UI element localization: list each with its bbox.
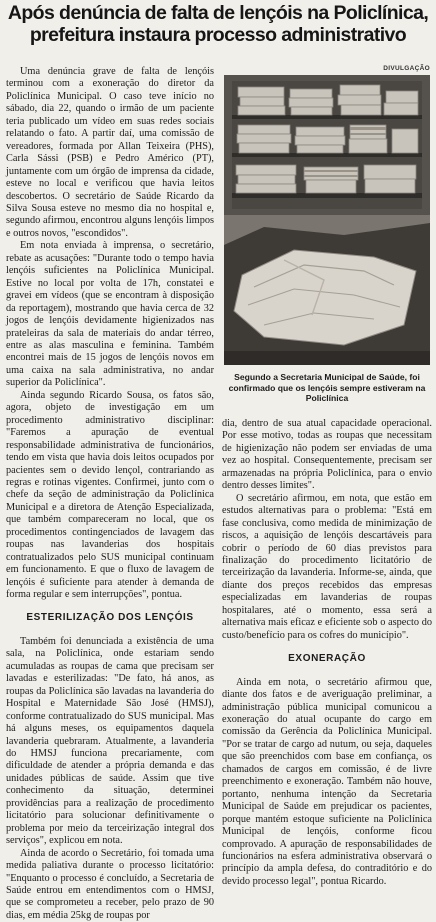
paragraph: dia, dentro de sua atual capacidade operacional. Por esse motivo, todas as roupas que necessitam de higienização não podem ser enviadas de uma vez ao hospital. Consequentemente, precisam ser armazenadas na própria Policlínica, para o envio dentro desses limites". [222,418,432,492]
paragraph: Ainda em nota, o secretário afirmou que, diante dos fatos e de averiguação preliminar, a administração pública municipal comunicou a exoneração do atual ocupante do cargo em comissão da Gerência da Policlínica Municipal. "Por se tratar de cargo ad nutum, ou seja, daqueles que são preenchidos com base em confiança, os chamados de cargos em comissão, é de livre preenchimento e exoneração. Também não houve, portanto, nenhuma intenção da Secretaria Municipal de Saúde em prejudicar os pacientes, porque mantém estoque suficiente na Policlínica Municipal de lençóis, conforme ficou comprovado. A apuração de responsabilidades de funcionários na esfera administrativa observará o princípio da ampla defesa, do contraditório e do devido processo legal", pontua Ricardo. [222,676,432,887]
paragraph: Uma denúncia grave de falta de lençóis terminou com a exoneração do diretor da Policlínica Municipal. O caso teve início no sábado, dia 22, quando o irmão de um paciente teria publicado um vídeo em suas redes sociais relatando o fato. A partir daí, uma comissão de vereadores, formada por Allan Teixeira (PHS), Carla Sássi (PSB) e Pedro Américo (PT), juntamente com um órgão de imprensa da cidade, esteve no local e verificou que havia leitos descobertos. O secretário de Saúde Ricardo da Silva Sousa esteve no mesmo dia no hospital e, segundo afirmou, encontrou alguns lençóis limpos e outros novos, "escondidos". [6,66,214,239]
paragraph: Ainda segundo Ricardo Sousa, os fatos são, agora, objeto de investigação em um procedimento administrativo disciplinar: "Faremos a apuração de eventual responsabilidade administrativa de funcionários, tendo em vista que havia dois leitos ocupados por pacientes sem o devido lençol, contrariando as regras e rotinas vigentes. Confirmei, junto com o chefe da seção de administração da Policlínica Municipal e a diretora de Atenção Especializada, que também compareceram no local, que os procedimentos contingenciados de lavagem das roupas nas lavanderias dos hospitais contratualizados pelo SUS municipal continuam em funcionamento. E que o fluxo de lavagem de lençóis é suficiente para atender à demanda de forma regular e sem interrupções", pontua. [6,389,214,601]
headline-line-2: prefeitura instaura processo administrativo [29,24,407,46]
subhead-exoneration: EXONERAÇÃO [288,653,366,665]
column-left [6,66,214,922]
paragraph: Também foi denunciada a existência de uma sala, na Policlínica, onde estariam sendo acumuladas as roupas de cama que precisam ser lavadas e esterilizadas: "De fato, há anos, as roupas da Policlínica são lavadas na lavanderia do Hospital e Maternidade São José (HMSJ), conforme contratualizado do SUS municipal. Mas há alguns meses, os equipamentos daquela lavanderia quebraram. Atualmente, a lavanderia do HMSJ funciona precariamente, com dificuldade de atender a própria demanda e das unidades públicas de saúde. Assim que tive conhecimento da situação, determinei providências para a realização de procedimento licitatório para solucionar definitivamente o problema por meio da terceirização integral dos serviços", explicou em nota. [6,635,214,847]
photo-credit: DIVULGAÇÃO [383,65,430,72]
photo-caption: Segundo a Secretaria Municipal de Saúde, foi confirmado que os lençóis sempre estiveram na Policlínica [228,372,426,403]
column-right [222,418,432,888]
headline-line-1: Após denúncia de falta de lençóis na Policlínica, [7,2,429,24]
paragraph: O secretário afirmou, em nota, que estão em estudos alternativas para o problema: "Está em fase conclusiva, como medida de minimização de riscos, a aquisição de lençóis descartáveis para cobrir o período de 60 dias previstos para finalização do procedimento licitatório de terceirização da lavanderia. Informe-se, ainda, que diante dos preços recebidos das empresas especializadas em lavanderias de roupas hospitalares, até o momento, essa será a alternativa mais eficaz e eficiente sob o aspecto do custo/benefício para os cofres do município". [222,492,432,641]
paragraph: Ainda de acordo o Secretário, foi tomada uma medida paliativa durante o processo licitatório: "Enquanto o processo é concluído, a Secretaria de Saúde entrou em entendimentos com o HMSJ, que se comprometeu a receber, pelo prazo de 90 dias, em média 25kg de roupas por [6,847,214,921]
headline [4,2,432,46]
article-photo [224,75,430,365]
subhead-sterilization: ESTERILIZAÇÃO DOS LENÇÓIS [26,612,194,624]
photo-linens-shelves [224,75,430,365]
paragraph: Em nota enviada à imprensa, o secretário, rebate as acusações: "Durante todo o tempo havia lençóis suficientes na Policlínica Municipal. Estive no local por volta de 17h, constatei e gravei em vídeos (que se encontram à disposição da reportagem), mostrando que havia cerca de 32 jogos de lençóis devidamente higienizados nas prateleiras da sala de materiais do andar térreo, entre as alas masculina e feminina. Também encontrei mais de 15 jogos de lençóis novos em uma caixa na sala administrativa, no andar superior da Policlínica". [6,240,214,389]
